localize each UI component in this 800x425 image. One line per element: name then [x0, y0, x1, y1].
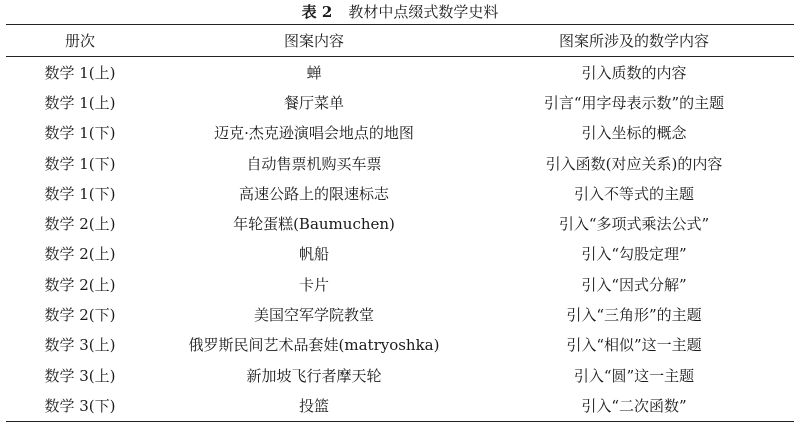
- cell-pattern-content: 俄罗斯民间艺术品套娃(matryoshka): [188, 336, 440, 355]
- cell-math-content: 引入质数的内容: [581, 63, 687, 82]
- cell-volume: 数学 2(下): [44, 306, 116, 325]
- cell-volume: 数学 1(上): [44, 93, 116, 112]
- cell-pattern-content: 高速公路上的限速标志: [238, 184, 389, 203]
- cell-pattern-content: 投篮: [298, 396, 329, 415]
- table-caption-title: 教材中点缀式数学史料: [348, 3, 499, 21]
- table-body: [6, 57, 794, 421]
- cell-volume: 数学 1(下): [44, 184, 116, 203]
- table-row: [6, 87, 794, 117]
- table-row: [6, 148, 794, 178]
- table-caption: [0, 0, 800, 24]
- cell-volume: 数学 3(上): [44, 366, 116, 385]
- cell-pattern-content: 美国空军学院教堂: [253, 306, 374, 325]
- table-header-row: [6, 25, 794, 57]
- cell-volume: 数学 2(上): [44, 245, 116, 264]
- header-math-content: 图案所涉及的数学内容: [558, 32, 709, 50]
- table-row: [6, 208, 794, 238]
- cell-volume: 数学 1(上): [44, 63, 116, 82]
- cell-pattern-content: 蝉: [306, 63, 322, 82]
- cell-math-content: 引入“相似”这一主题: [566, 336, 702, 355]
- table-row: [6, 299, 794, 329]
- table-row: [6, 178, 794, 208]
- cell-volume: 数学 2(上): [44, 215, 116, 234]
- cell-volume: 数学 2(上): [44, 275, 116, 294]
- cell-pattern-content: 迈克·杰克逊演唱会地点的地图: [214, 124, 414, 143]
- cell-math-content: 引入不等式的主题: [573, 184, 694, 203]
- table-row: [6, 330, 794, 360]
- cell-math-content: 引入坐标的概念: [581, 124, 687, 143]
- cell-math-content: 引入“三角形”的主题: [566, 306, 702, 325]
- table-row: [6, 239, 794, 269]
- table-row: [6, 269, 794, 299]
- cell-math-content: 引入“因式分解”: [581, 275, 687, 294]
- table-row: [6, 390, 794, 420]
- header-pattern-content: 图案内容: [283, 32, 344, 50]
- cell-pattern-content: 餐厅菜单: [283, 93, 344, 112]
- table-row: [6, 118, 794, 148]
- header-volume: 册次: [64, 32, 95, 50]
- cell-math-content: 引入“二次函数”: [581, 396, 687, 415]
- table-row: [6, 57, 794, 87]
- table-caption-label: 表 2: [301, 3, 333, 21]
- cell-math-content: 引言“用字母表示数”的主题: [543, 93, 725, 112]
- cell-math-content: 引入“多项式乘法公式”: [558, 215, 710, 234]
- cell-pattern-content: 年轮蛋糕(Baumuchen): [233, 215, 395, 234]
- cell-volume: 数学 1(下): [44, 124, 116, 143]
- cell-volume: 数学 3(下): [44, 396, 116, 415]
- history-materials-table: [6, 24, 794, 422]
- cell-pattern-content: 卡片: [298, 275, 329, 294]
- cell-math-content: 引入“圆”这一主题: [573, 366, 695, 385]
- cell-pattern-content: 帆船: [298, 245, 329, 264]
- cell-volume: 数学 1(下): [44, 154, 116, 173]
- cell-volume: 数学 3(上): [44, 336, 116, 355]
- cell-math-content: 引入函数(对应关系)的内容: [545, 154, 723, 173]
- cell-math-content: 引入“勾股定理”: [581, 245, 687, 264]
- cell-pattern-content: 新加坡飞行者摩天轮: [246, 366, 382, 385]
- cell-pattern-content: 自动售票机购买车票: [246, 154, 382, 173]
- table-row: [6, 360, 794, 390]
